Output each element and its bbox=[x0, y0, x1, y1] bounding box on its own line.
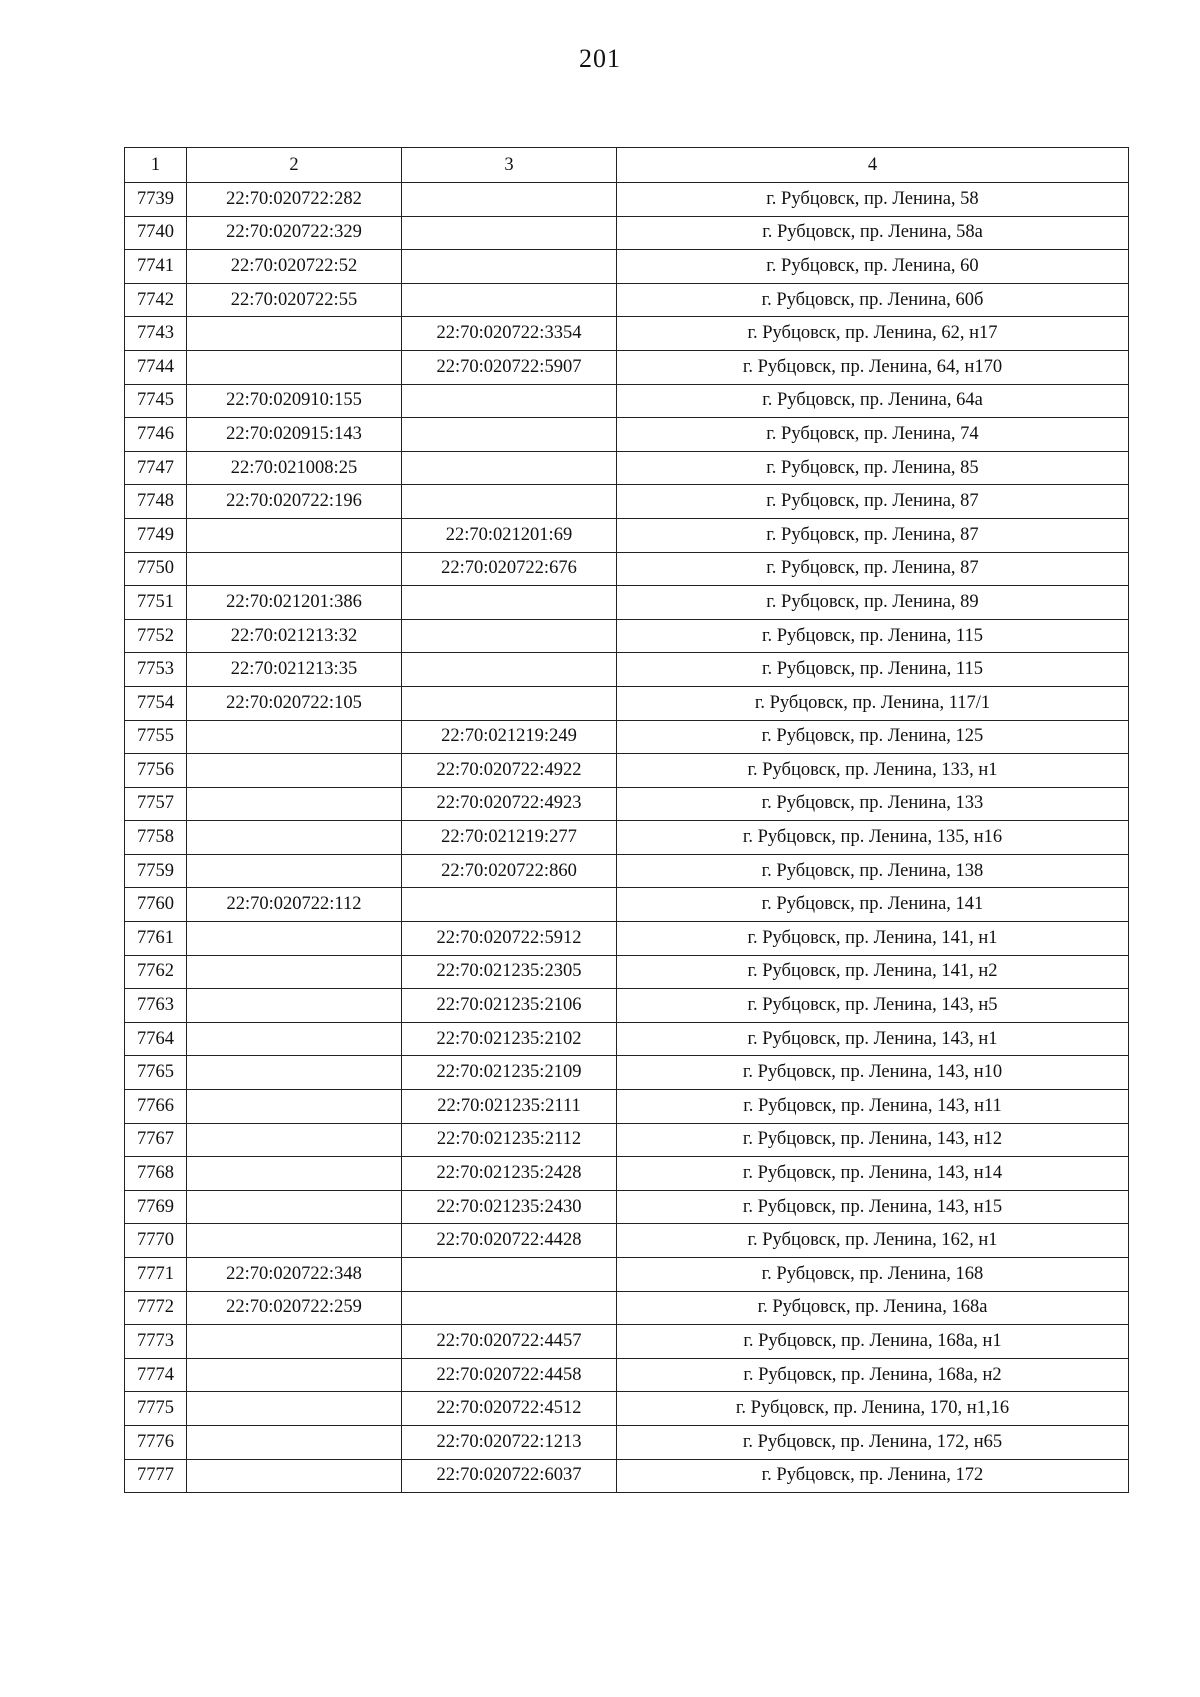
address-cell: г. Рубцовск, пр. Ленина, 143, н1 bbox=[617, 1022, 1129, 1056]
cadastral-land-cell: 22:70:021213:35 bbox=[187, 653, 402, 687]
table-row bbox=[125, 619, 1129, 653]
cadastral-premise-cell: 22:70:021201:69 bbox=[402, 518, 617, 552]
cadastral-premise-cell: 22:70:020722:4923 bbox=[402, 787, 617, 821]
table-row bbox=[125, 1392, 1129, 1426]
table-row bbox=[125, 1190, 1129, 1224]
table-row bbox=[125, 451, 1129, 485]
table-row bbox=[125, 518, 1129, 552]
table-row bbox=[125, 1123, 1129, 1157]
row-number-cell: 7743 bbox=[125, 317, 187, 351]
cadastral-premise-cell: 22:70:021235:2112 bbox=[402, 1123, 617, 1157]
cadastral-land-cell bbox=[187, 350, 402, 384]
table-row bbox=[125, 754, 1129, 788]
address-cell: г. Рубцовск, пр. Ленина, 170, н1,16 bbox=[617, 1392, 1129, 1426]
address-cell: г. Рубцовск, пр. Ленина, 143, н10 bbox=[617, 1056, 1129, 1090]
cadastral-premise-cell: 22:70:021235:2305 bbox=[402, 955, 617, 989]
row-number-cell: 7775 bbox=[125, 1392, 187, 1426]
cadastral-premise-cell: 22:70:020722:676 bbox=[402, 552, 617, 586]
address-cell: г. Рубцовск, пр. Ленина, 143, н15 bbox=[617, 1190, 1129, 1224]
cadastral-land-cell bbox=[187, 1392, 402, 1426]
cadastral-premise-cell: 22:70:020722:4428 bbox=[402, 1224, 617, 1258]
table-row bbox=[125, 1090, 1129, 1124]
table-row bbox=[125, 922, 1129, 956]
row-number-cell: 7765 bbox=[125, 1056, 187, 1090]
row-number-cell: 7766 bbox=[125, 1090, 187, 1124]
cadastral-land-cell bbox=[187, 1123, 402, 1157]
cadastral-premise-cell bbox=[402, 653, 617, 687]
register-table bbox=[124, 147, 1129, 1493]
cadastral-premise-cell bbox=[402, 485, 617, 519]
table-row bbox=[125, 720, 1129, 754]
address-cell: г. Рубцовск, пр. Ленина, 162, н1 bbox=[617, 1224, 1129, 1258]
row-number-cell: 7773 bbox=[125, 1325, 187, 1359]
table-row bbox=[125, 1224, 1129, 1258]
cadastral-premise-cell: 22:70:020722:5907 bbox=[402, 350, 617, 384]
table-row bbox=[125, 821, 1129, 855]
page-number: 201 bbox=[579, 44, 621, 73]
cadastral-premise-cell bbox=[402, 384, 617, 418]
row-number-cell: 7763 bbox=[125, 989, 187, 1023]
address-cell: г. Рубцовск, пр. Ленина, 60 bbox=[617, 250, 1129, 284]
cadastral-premise-cell: 22:70:021235:2109 bbox=[402, 1056, 617, 1090]
table-row bbox=[125, 787, 1129, 821]
table-row bbox=[125, 653, 1129, 687]
address-cell: г. Рубцовск, пр. Ленина, 172, н65 bbox=[617, 1425, 1129, 1459]
row-number-cell: 7756 bbox=[125, 754, 187, 788]
table-row bbox=[125, 1425, 1129, 1459]
table-row bbox=[125, 854, 1129, 888]
cadastral-premise-cell bbox=[402, 888, 617, 922]
row-number-cell: 7769 bbox=[125, 1190, 187, 1224]
cadastral-land-cell: 22:70:020722:282 bbox=[187, 183, 402, 217]
cadastral-land-cell: 22:70:020722:112 bbox=[187, 888, 402, 922]
cadastral-land-cell bbox=[187, 552, 402, 586]
table-row bbox=[125, 552, 1129, 586]
address-cell: г. Рубцовск, пр. Ленина, 168 bbox=[617, 1258, 1129, 1292]
row-number-cell: 7767 bbox=[125, 1123, 187, 1157]
address-cell: г. Рубцовск, пр. Ленина, 143, н14 bbox=[617, 1157, 1129, 1191]
cadastral-land-cell bbox=[187, 317, 402, 351]
row-number-cell: 7772 bbox=[125, 1291, 187, 1325]
row-number-cell: 7742 bbox=[125, 283, 187, 317]
cadastral-premise-cell: 22:70:021235:2428 bbox=[402, 1157, 617, 1191]
cadastral-premise-cell: 22:70:020722:4922 bbox=[402, 754, 617, 788]
address-cell: г. Рубцовск, пр. Ленина, 115 bbox=[617, 619, 1129, 653]
table-row bbox=[125, 888, 1129, 922]
address-cell: г. Рубцовск, пр. Ленина, 62, н17 bbox=[617, 317, 1129, 351]
table-row bbox=[125, 350, 1129, 384]
row-number-cell: 7746 bbox=[125, 418, 187, 452]
cadastral-land-cell bbox=[187, 720, 402, 754]
cadastral-premise-cell bbox=[402, 1258, 617, 1292]
address-cell: г. Рубцовск, пр. Ленина, 138 bbox=[617, 854, 1129, 888]
cadastral-land-cell: 22:70:020722:196 bbox=[187, 485, 402, 519]
cadastral-premise-cell bbox=[402, 183, 617, 217]
row-number-cell: 7771 bbox=[125, 1258, 187, 1292]
row-number-cell: 7758 bbox=[125, 821, 187, 855]
row-number-cell: 7777 bbox=[125, 1459, 187, 1493]
cadastral-land-cell bbox=[187, 1459, 402, 1493]
address-cell: г. Рубцовск, пр. Ленина, 117/1 bbox=[617, 686, 1129, 720]
address-cell: г. Рубцовск, пр. Ленина, 58 bbox=[617, 183, 1129, 217]
table-row bbox=[125, 1157, 1129, 1191]
table-row bbox=[125, 485, 1129, 519]
cadastral-land-cell bbox=[187, 518, 402, 552]
table-row bbox=[125, 686, 1129, 720]
cadastral-premise-cell: 22:70:020722:3354 bbox=[402, 317, 617, 351]
table-body bbox=[125, 148, 1129, 1493]
row-number-cell: 7757 bbox=[125, 787, 187, 821]
address-cell: г. Рубцовск, пр. Ленина, 168а, н1 bbox=[617, 1325, 1129, 1359]
column-header-3: 3 bbox=[402, 148, 617, 183]
table-row bbox=[125, 183, 1129, 217]
address-cell: г. Рубцовск, пр. Ленина, 115 bbox=[617, 653, 1129, 687]
cadastral-premise-cell: 22:70:021235:2430 bbox=[402, 1190, 617, 1224]
row-number-cell: 7752 bbox=[125, 619, 187, 653]
row-number-cell: 7741 bbox=[125, 250, 187, 284]
cadastral-land-cell bbox=[187, 955, 402, 989]
cadastral-land-cell bbox=[187, 854, 402, 888]
row-number-cell: 7747 bbox=[125, 451, 187, 485]
cadastral-land-cell bbox=[187, 754, 402, 788]
table-row bbox=[125, 216, 1129, 250]
address-cell: г. Рубцовск, пр. Ленина, 168а, н2 bbox=[617, 1358, 1129, 1392]
table-row bbox=[125, 418, 1129, 452]
row-number-cell: 7744 bbox=[125, 350, 187, 384]
cadastral-land-cell: 22:70:021008:25 bbox=[187, 451, 402, 485]
row-number-cell: 7745 bbox=[125, 384, 187, 418]
address-cell: г. Рубцовск, пр. Ленина, 141, н1 bbox=[617, 922, 1129, 956]
cadastral-land-cell: 22:70:020722:52 bbox=[187, 250, 402, 284]
address-cell: г. Рубцовск, пр. Ленина, 87 bbox=[617, 518, 1129, 552]
cadastral-premise-cell bbox=[402, 250, 617, 284]
address-cell: г. Рубцовск, пр. Ленина, 141, н2 bbox=[617, 955, 1129, 989]
row-number-cell: 7753 bbox=[125, 653, 187, 687]
row-number-cell: 7774 bbox=[125, 1358, 187, 1392]
address-cell: г. Рубцовск, пр. Ленина, 87 bbox=[617, 485, 1129, 519]
cadastral-premise-cell: 22:70:020722:860 bbox=[402, 854, 617, 888]
address-cell: г. Рубцовск, пр. Ленина, 133, н1 bbox=[617, 754, 1129, 788]
row-number-cell: 7739 bbox=[125, 183, 187, 217]
row-number-cell: 7776 bbox=[125, 1425, 187, 1459]
cadastral-premise-cell bbox=[402, 1291, 617, 1325]
table-row bbox=[125, 384, 1129, 418]
cadastral-premise-cell: 22:70:021235:2111 bbox=[402, 1090, 617, 1124]
address-cell: г. Рубцовск, пр. Ленина, 143, н11 bbox=[617, 1090, 1129, 1124]
address-cell: г. Рубцовск, пр. Ленина, 133 bbox=[617, 787, 1129, 821]
address-cell: г. Рубцовск, пр. Ленина, 168а bbox=[617, 1291, 1129, 1325]
cadastral-premise-cell: 22:70:021235:2106 bbox=[402, 989, 617, 1023]
cadastral-land-cell bbox=[187, 1325, 402, 1359]
cadastral-premise-cell: 22:70:020722:4457 bbox=[402, 1325, 617, 1359]
cadastral-land-cell bbox=[187, 787, 402, 821]
address-cell: г. Рубцовск, пр. Ленина, 172 bbox=[617, 1459, 1129, 1493]
cadastral-premise-cell: 22:70:020722:5912 bbox=[402, 922, 617, 956]
cadastral-premise-cell bbox=[402, 686, 617, 720]
cadastral-land-cell bbox=[187, 1056, 402, 1090]
table-row bbox=[125, 1325, 1129, 1359]
table-row bbox=[125, 586, 1129, 620]
table-row bbox=[125, 1258, 1129, 1292]
row-number-cell: 7764 bbox=[125, 1022, 187, 1056]
row-number-cell: 7750 bbox=[125, 552, 187, 586]
row-number-cell: 7748 bbox=[125, 485, 187, 519]
cadastral-land-cell: 22:70:020722:259 bbox=[187, 1291, 402, 1325]
table-row bbox=[125, 989, 1129, 1023]
row-number-cell: 7770 bbox=[125, 1224, 187, 1258]
cadastral-premise-cell bbox=[402, 283, 617, 317]
cadastral-land-cell bbox=[187, 1022, 402, 1056]
cadastral-land-cell: 22:70:020722:329 bbox=[187, 216, 402, 250]
cadastral-premise-cell bbox=[402, 418, 617, 452]
table-row bbox=[125, 1291, 1129, 1325]
address-cell: г. Рубцовск, пр. Ленина, 74 bbox=[617, 418, 1129, 452]
row-number-cell: 7754 bbox=[125, 686, 187, 720]
cadastral-premise-cell bbox=[402, 619, 617, 653]
cadastral-premise-cell: 22:70:020722:1213 bbox=[402, 1425, 617, 1459]
cadastral-land-cell: 22:70:021213:32 bbox=[187, 619, 402, 653]
address-cell: г. Рубцовск, пр. Ленина, 141 bbox=[617, 888, 1129, 922]
address-cell: г. Рубцовск, пр. Ленина, 143, н12 bbox=[617, 1123, 1129, 1157]
table-row bbox=[125, 283, 1129, 317]
cadastral-land-cell: 22:70:020722:105 bbox=[187, 686, 402, 720]
address-cell: г. Рубцовск, пр. Ленина, 125 bbox=[617, 720, 1129, 754]
cadastral-premise-cell: 22:70:021219:249 bbox=[402, 720, 617, 754]
row-number-cell: 7759 bbox=[125, 854, 187, 888]
table-row bbox=[125, 1459, 1129, 1493]
header-row bbox=[125, 148, 1129, 183]
column-header-1: 1 bbox=[125, 148, 187, 183]
cadastral-land-cell bbox=[187, 1157, 402, 1191]
row-number-cell: 7760 bbox=[125, 888, 187, 922]
table-row bbox=[125, 1022, 1129, 1056]
row-number-cell: 7749 bbox=[125, 518, 187, 552]
column-header-4: 4 bbox=[617, 148, 1129, 183]
table-row bbox=[125, 1358, 1129, 1392]
cadastral-land-cell: 22:70:020910:155 bbox=[187, 384, 402, 418]
address-cell: г. Рубцовск, пр. Ленина, 58а bbox=[617, 216, 1129, 250]
cadastral-premise-cell: 22:70:021235:2102 bbox=[402, 1022, 617, 1056]
cadastral-premise-cell: 22:70:020722:4458 bbox=[402, 1358, 617, 1392]
cadastral-land-cell: 22:70:020915:143 bbox=[187, 418, 402, 452]
address-cell: г. Рубцовск, пр. Ленина, 87 bbox=[617, 552, 1129, 586]
column-header-2: 2 bbox=[187, 148, 402, 183]
address-cell: г. Рубцовск, пр. Ленина, 135, н16 bbox=[617, 821, 1129, 855]
row-number-cell: 7755 bbox=[125, 720, 187, 754]
cadastral-land-cell bbox=[187, 1425, 402, 1459]
cadastral-land-cell: 22:70:021201:386 bbox=[187, 586, 402, 620]
cadastral-land-cell bbox=[187, 1224, 402, 1258]
address-cell: г. Рубцовск, пр. Ленина, 85 bbox=[617, 451, 1129, 485]
table-row bbox=[125, 1056, 1129, 1090]
row-number-cell: 7761 bbox=[125, 922, 187, 956]
cadastral-premise-cell bbox=[402, 216, 617, 250]
table-row bbox=[125, 317, 1129, 351]
table-row bbox=[125, 955, 1129, 989]
cadastral-land-cell: 22:70:020722:348 bbox=[187, 1258, 402, 1292]
cadastral-land-cell bbox=[187, 1190, 402, 1224]
cadastral-land-cell bbox=[187, 821, 402, 855]
address-cell: г. Рубцовск, пр. Ленина, 89 bbox=[617, 586, 1129, 620]
cadastral-premise-cell: 22:70:020722:4512 bbox=[402, 1392, 617, 1426]
cadastral-land-cell bbox=[187, 922, 402, 956]
cadastral-land-cell bbox=[187, 989, 402, 1023]
row-number-cell: 7768 bbox=[125, 1157, 187, 1191]
cadastral-premise-cell: 22:70:020722:6037 bbox=[402, 1459, 617, 1493]
address-cell: г. Рубцовск, пр. Ленина, 64а bbox=[617, 384, 1129, 418]
cadastral-premise-cell bbox=[402, 451, 617, 485]
row-number-cell: 7751 bbox=[125, 586, 187, 620]
cadastral-land-cell bbox=[187, 1358, 402, 1392]
table-row bbox=[125, 250, 1129, 284]
row-number-cell: 7762 bbox=[125, 955, 187, 989]
address-cell: г. Рубцовск, пр. Ленина, 64, н170 bbox=[617, 350, 1129, 384]
cadastral-premise-cell: 22:70:021219:277 bbox=[402, 821, 617, 855]
cadastral-land-cell: 22:70:020722:55 bbox=[187, 283, 402, 317]
address-cell: г. Рубцовск, пр. Ленина, 143, н5 bbox=[617, 989, 1129, 1023]
row-number-cell: 7740 bbox=[125, 216, 187, 250]
cadastral-premise-cell bbox=[402, 586, 617, 620]
cadastral-land-cell bbox=[187, 1090, 402, 1124]
address-cell: г. Рубцовск, пр. Ленина, 60б bbox=[617, 283, 1129, 317]
